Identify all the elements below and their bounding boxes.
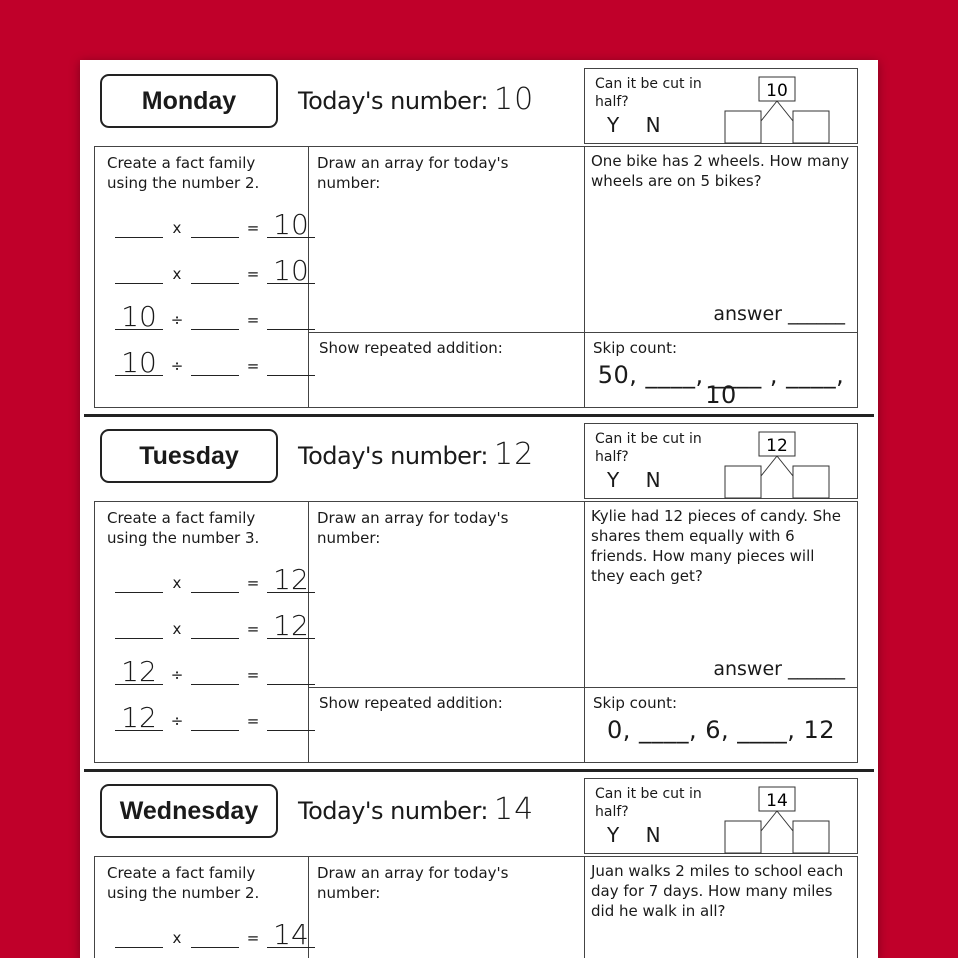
skip-count-cell	[585, 333, 857, 407]
answer-blank[interactable]	[191, 923, 239, 948]
word-problem-cell	[585, 502, 857, 688]
fact-family-prompt: Create a fact family using the number 3.	[107, 509, 260, 547]
cut-in-half-question: Can it be cut in half?	[595, 76, 702, 110]
todays-number	[298, 82, 534, 117]
equation-start: 12	[115, 706, 163, 731]
cut-in-half-question: Can it be cut in half?	[595, 431, 702, 465]
activity-grid	[94, 146, 858, 408]
number-bond-left-box	[725, 821, 761, 853]
no-option[interactable]: N	[645, 823, 661, 847]
answer-blank[interactable]	[115, 259, 163, 284]
equation-result: 10	[267, 213, 315, 238]
todays-number	[298, 792, 534, 827]
yes-option[interactable]: Y	[607, 468, 620, 492]
skip-count-prompt: Skip count:	[593, 694, 678, 712]
todays-number-value: 12	[493, 437, 535, 472]
array-cell[interactable]	[309, 502, 585, 688]
answer-blank[interactable]	[191, 259, 239, 284]
fact-family-cell	[95, 502, 309, 762]
skip-count-prompt: Skip count:	[593, 339, 678, 357]
array-cell[interactable]	[309, 857, 585, 958]
number-bond-top: 14	[766, 791, 788, 811]
answer-blank[interactable]	[191, 351, 239, 376]
equation-row: 10 ÷ =	[115, 351, 315, 381]
fact-family-cell	[95, 147, 309, 407]
skip-count-cell	[585, 688, 857, 762]
todays-number-label: Today's number:	[298, 87, 488, 115]
answer-blank[interactable]	[191, 660, 239, 685]
equation-row: x = 10	[115, 213, 315, 243]
fact-family-cell	[95, 857, 309, 958]
number-bond-diagram	[723, 430, 833, 500]
answer-blank[interactable]	[115, 923, 163, 948]
number-bond-left-box	[725, 466, 761, 498]
todays-number-value: 10	[493, 82, 535, 117]
activity-grid	[94, 856, 858, 958]
word-problem-text: Juan walks 2 miles to school each day for 7 days. How many miles did he walk in all?	[591, 862, 844, 920]
array-prompt: Draw an array for today's number:	[317, 509, 509, 547]
equation-start: 10	[115, 305, 163, 330]
repeated-addition-cell[interactable]	[309, 688, 585, 762]
todays-number	[298, 437, 534, 472]
answer-blank[interactable]	[191, 706, 239, 731]
cut-in-half-box	[584, 423, 858, 499]
no-option[interactable]: N	[645, 113, 661, 137]
equation-row: 12 ÷ =	[115, 660, 315, 690]
worksheet	[80, 60, 878, 958]
todays-number-label: Today's number:	[298, 442, 488, 470]
word-problem-text: One bike has 2 wheels. How many wheels are on 5 bikes?	[591, 152, 850, 190]
answer-blank[interactable]	[115, 568, 163, 593]
day-label: Monday	[100, 74, 278, 128]
todays-number-value: 14	[493, 792, 535, 827]
yes-no-choice[interactable]	[607, 113, 661, 137]
equation-row: x = 10	[115, 259, 315, 289]
number-bond-top: 10	[766, 81, 788, 101]
word-problem-cell	[585, 147, 857, 333]
equation-row: 10 ÷ =	[115, 305, 315, 335]
number-bond-diagram	[723, 785, 833, 855]
day-section-monday	[80, 60, 878, 410]
repeated-addition-prompt: Show repeated addition:	[319, 694, 503, 712]
number-bond-right-box	[793, 466, 829, 498]
answer-blank[interactable]	[191, 305, 239, 330]
answer-blank[interactable]	[267, 305, 315, 330]
equation-row: x = 12	[115, 568, 315, 598]
number-bond-right-box	[793, 821, 829, 853]
number-bond-right-box	[793, 111, 829, 143]
number-bond-left-box	[725, 111, 761, 143]
todays-number-label: Today's number:	[298, 797, 488, 825]
answer-blank[interactable]	[191, 213, 239, 238]
answer-blank[interactable]	[267, 660, 315, 685]
skip-count-sequence[interactable]: 0, ____, 6, ____, 12	[606, 716, 836, 744]
yes-option[interactable]: Y	[607, 113, 620, 137]
answer-line[interactable]: answer ______	[713, 303, 845, 325]
equation-start: 10	[115, 351, 163, 376]
array-prompt: Draw an array for today's number:	[317, 864, 509, 902]
equation-row: 12 ÷ =	[115, 706, 315, 736]
number-bond-diagram	[723, 75, 833, 145]
yes-option[interactable]: Y	[607, 823, 620, 847]
equation-result: 12	[267, 568, 315, 593]
skip-count-sequence[interactable]: 50, ____, ____ , ____, 10	[597, 361, 845, 409]
cut-in-half-box	[584, 778, 858, 854]
equation-result: 14	[267, 923, 315, 948]
array-cell[interactable]	[309, 147, 585, 333]
equation-row: x = 12	[115, 614, 315, 644]
day-section-wednesday	[80, 770, 878, 958]
answer-blank[interactable]	[115, 213, 163, 238]
cut-in-half-question: Can it be cut in half?	[595, 786, 702, 820]
array-prompt: Draw an array for today's number:	[317, 154, 509, 192]
equation-result: 12	[267, 614, 315, 639]
day-label: Tuesday	[100, 429, 278, 483]
fact-family-prompt: Create a fact family using the number 2.	[107, 154, 260, 192]
answer-blank[interactable]	[191, 614, 239, 639]
yes-no-choice[interactable]	[607, 823, 661, 847]
answer-line[interactable]: answer ______	[713, 658, 845, 680]
repeated-addition-prompt: Show repeated addition:	[319, 339, 503, 357]
answer-blank[interactable]	[267, 706, 315, 731]
day-label: Wednesday	[100, 784, 278, 838]
cut-in-half-box	[584, 68, 858, 144]
equation-start: 12	[115, 660, 163, 685]
repeated-addition-cell[interactable]	[309, 333, 585, 407]
equation-row: x = 14	[115, 923, 315, 953]
number-bond-top: 12	[766, 436, 788, 456]
answer-blank[interactable]	[191, 568, 239, 593]
word-problem-cell	[585, 857, 857, 958]
fact-family-prompt: Create a fact family using the number 2.	[107, 864, 260, 902]
day-section-tuesday	[80, 415, 878, 765]
no-option[interactable]: N	[645, 468, 661, 492]
yes-no-choice[interactable]	[607, 468, 661, 492]
activity-grid	[94, 501, 858, 763]
equation-result: 10	[267, 259, 315, 284]
answer-blank[interactable]	[267, 351, 315, 376]
word-problem-text: Kylie had 12 pieces of candy. She shares them equally with 6 friends. How many pieces will they each get?	[591, 507, 841, 585]
answer-blank[interactable]	[115, 614, 163, 639]
